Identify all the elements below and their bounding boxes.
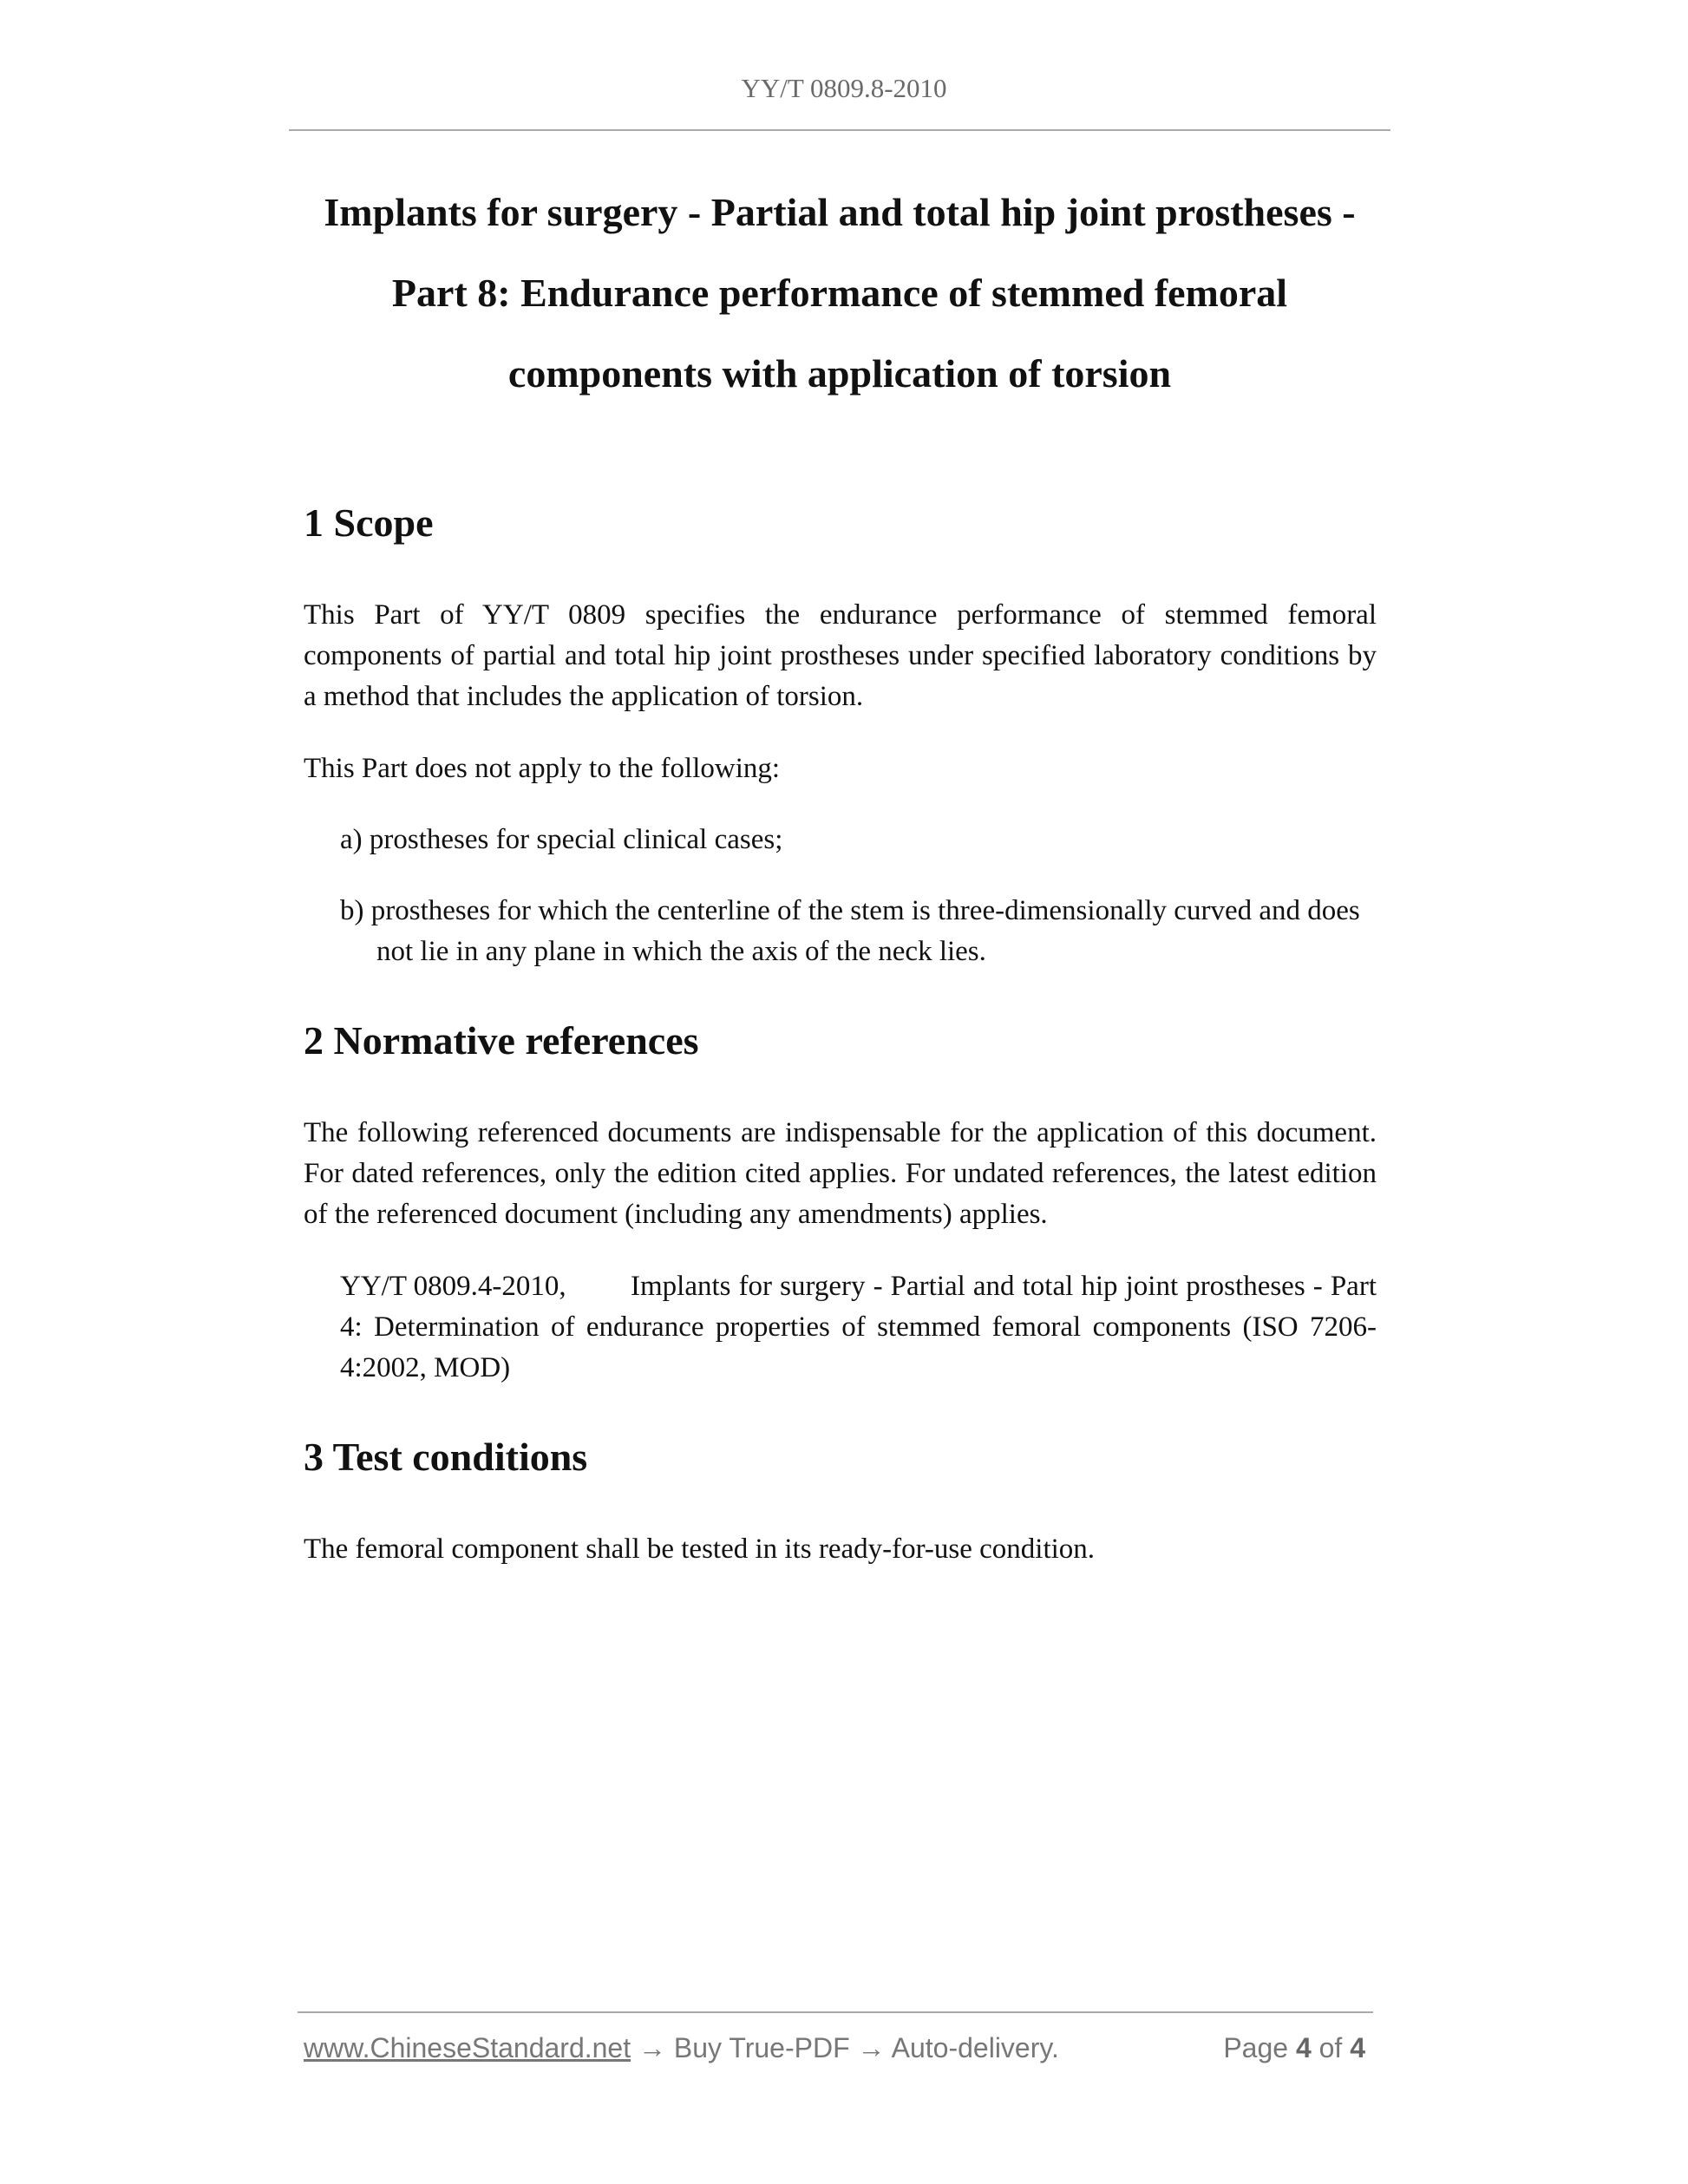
normative-reference-entry [340,1266,1377,1389]
scope-item-a-block [340,820,1377,860]
scope-paragraph-2: This Part does not apply to the following: [304,753,781,784]
section-scope [304,499,1377,547]
normative-paragraph-block [304,1113,1377,1235]
section-heading-scope: 1 Scope [304,500,434,545]
page-current: 4 [1295,2032,1312,2063]
page-footer [304,2032,1371,2070]
test-paragraph-block [304,1529,1377,1570]
buy-true-pdf-text: Buy True-PDF [673,2032,850,2063]
standard-code: YY/T 0809.8-2010 [741,73,947,103]
page-indicator [1223,2032,1365,2064]
header-divider [289,129,1390,131]
scope-list-item-b: b) prostheses for which the centerline of the stem is three-dimensionally curved and does not lie in any plane in which the axis of the neck lies. [340,895,1360,967]
footer-divider [298,2011,1373,2013]
page-of-label: of [1318,2032,1343,2063]
scope-paragraph-1: This Part of YY/T 0809 specifies the endurance performance of stemmed femoral components of partial and total hip joint prostheses under specified laboratory conditions by a method that includes the application of torsion. [304,599,1377,712]
title-line-1: Implants for surgery - Partial and total hip joint prostheses - [324,190,1356,234]
test-paragraph-1: The femoral component shall be tested in its ready-for-use condition. [304,1533,1096,1565]
reference-title: Implants for surgery - Partial and total hip joint prostheses - Part 4: Determination of endurance properties of stemmed femoral components (ISO 7206-4:2002, MOD) [340,1271,1377,1383]
reference-code: YY/T 0809.4-2010, [340,1271,566,1302]
section-heading-test-conditions: 3 Test conditions [304,1435,588,1479]
arrow-right-icon: → [638,2032,666,2063]
title-line-3: components with application of torsion [507,351,1172,396]
section-heading-normative: 2 Normative references [304,1018,699,1063]
document-title [226,172,1454,414]
section-normative [304,1017,1377,1065]
normative-reference-block [340,1266,1377,1389]
page-total: 4 [1350,2032,1365,2063]
website-link[interactable]: www.ChineseStandard.net [304,2032,631,2063]
scope-paragraph-1-block [304,595,1377,717]
auto-delivery-text: Auto-delivery. [891,2032,1059,2063]
scope-list-item-a: a) prostheses for special clinical cases; [340,824,783,855]
normative-paragraph-1: The following referenced documents are indispensable for the application of this document. For dated references, only the edition cited applies. For undated references, the latest edition of the referenced document (including any amendments) applies. [304,1117,1377,1230]
footer-promo [304,2032,1059,2064]
title-line-2: Part 8: Endurance performance of stemmed femoral [391,271,1288,315]
section-test-conditions [304,1433,1377,1481]
arrow-right-icon: → [857,2032,886,2063]
scope-item-b-block [340,891,1377,972]
scope-paragraph-2-block [304,749,1377,789]
page-label: Page [1223,2032,1289,2063]
